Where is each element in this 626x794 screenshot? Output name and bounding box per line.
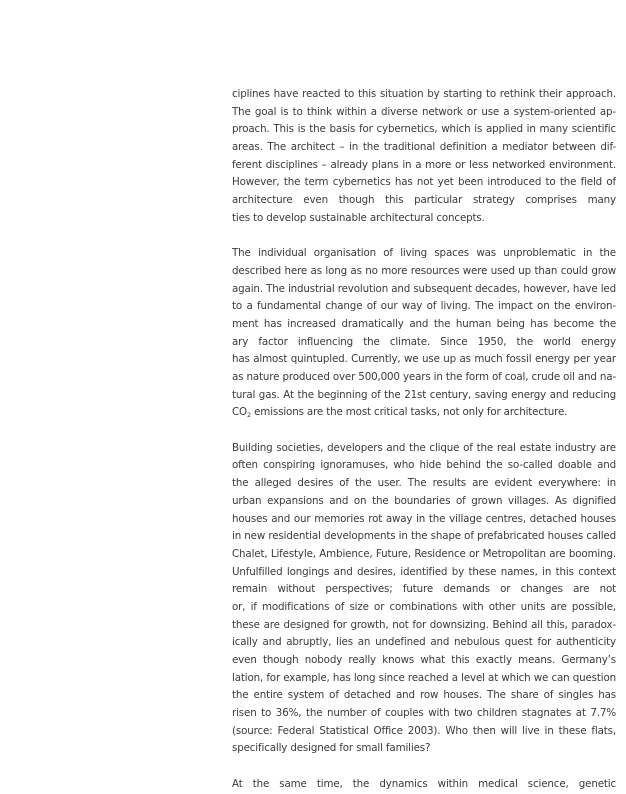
text-line: Chalet, Lifestyle, Ambience, Future, Residence or Metropolitan are booming. (232, 547, 616, 560)
text-line: to a fundamental change of our way of living. The impact on the environ- (232, 300, 616, 313)
text-line: remain without perspectives; future demands or changes are not (232, 583, 616, 596)
text-line: The individual organisation of living spaces was unproblematic in the (232, 247, 616, 260)
text-line: However, the term cybernetics has not yet been introduced to the field of (232, 176, 616, 189)
text-line: The goal is to think within a diverse network or use a system-oriented ap- (232, 105, 616, 118)
text-line: these are designed for growth, not for downsizing. Behind all this, paradox- (232, 618, 616, 631)
co2-prefix: CO (232, 406, 247, 419)
co2-rest: emissions are the most critical tasks, not only for architecture. (251, 406, 568, 419)
text-line: risen to 36%, the number of couples with two children stagnates at 7.7% (232, 707, 616, 720)
text-line: ferent disciplines – already plans in a more or less networked environment. (232, 158, 616, 171)
paragraph-4 (232, 776, 616, 794)
text-line: houses and our memories rot away in the village centres, detached houses (232, 512, 616, 525)
paragraph-2 (232, 245, 616, 422)
text-line: in new residential developments in the shape of prefabricated houses called (232, 530, 616, 543)
text-line: has almost quintupled. Currently, we use up as much fossil energy per year (232, 353, 616, 366)
text-line: ary factor influencing the climate. Since 1950, the world energy (232, 335, 616, 348)
text-line: often conspiring ignoramuses, who hide behind the so-called doable and (232, 459, 616, 472)
text-line: as nature produced over 500,000 years in the form of coal, crude oil and na- (232, 371, 616, 383)
text-line: proach. This is the basis for cybernetics, which is applied in many scientific (232, 123, 616, 136)
text-line: ciplines have reacted to this situation by starting to rethink their approach. (232, 88, 616, 100)
text-line: Unfulfilled longings and desires, identified by these names, in this context (232, 565, 616, 578)
text-line: again. The industrial revolution and subsequent decades, however, have led (232, 282, 616, 295)
paragraph-gap (232, 758, 616, 776)
co2-subscript: 2 (247, 411, 251, 420)
text-line: (source: Federal Statistical Office 2003). Who then will live in these flats, (232, 724, 616, 737)
text-line: tural gas. At the beginning of the 21st century, saving energy and reducing (232, 388, 616, 401)
text-line: described here as long as no more resources were used up than could grow (232, 264, 616, 277)
text-line: ties to develop sustainable architectural concepts. (232, 211, 485, 224)
text-line: or, if modifications of size or combinations with other units are possible, (232, 600, 616, 613)
paragraph-gap (232, 422, 616, 440)
text-line: architecture even though this particular strategy comprises many (232, 194, 616, 207)
text-line: ically and abruptly, lies an undefined and nebulous quest for authenticity (232, 636, 616, 649)
co2-line (232, 404, 616, 422)
text-line: even though nobody really knows what this exactly means. Germany’s (232, 654, 616, 666)
text-line: Building societies, developers and the clique of the real estate industry are (232, 441, 616, 454)
paragraph-1 (232, 86, 616, 228)
text-line: At the same time, the dynamics within medical science, genetic (232, 777, 616, 790)
text-line: the entire system of detached and row houses. The share of singles has (232, 689, 616, 702)
paragraph-3 (232, 440, 616, 758)
text-line: specifically designed for small families? (232, 742, 431, 755)
paragraph-gap (232, 228, 616, 246)
text-line: urban expansions and on the boundaries of grown villages. As dignified (232, 494, 616, 507)
text-line: ment has increased dramatically and the human being has become the (232, 317, 616, 330)
text-line: lation, for example, has long since reached a level at which we can question (232, 671, 616, 684)
text-line: areas. The architect – in the traditional definition a mediator between dif- (232, 141, 616, 154)
body-text (232, 86, 616, 794)
text-line: the alleged desires of the user. The results are evident everywhere: in (232, 477, 616, 490)
